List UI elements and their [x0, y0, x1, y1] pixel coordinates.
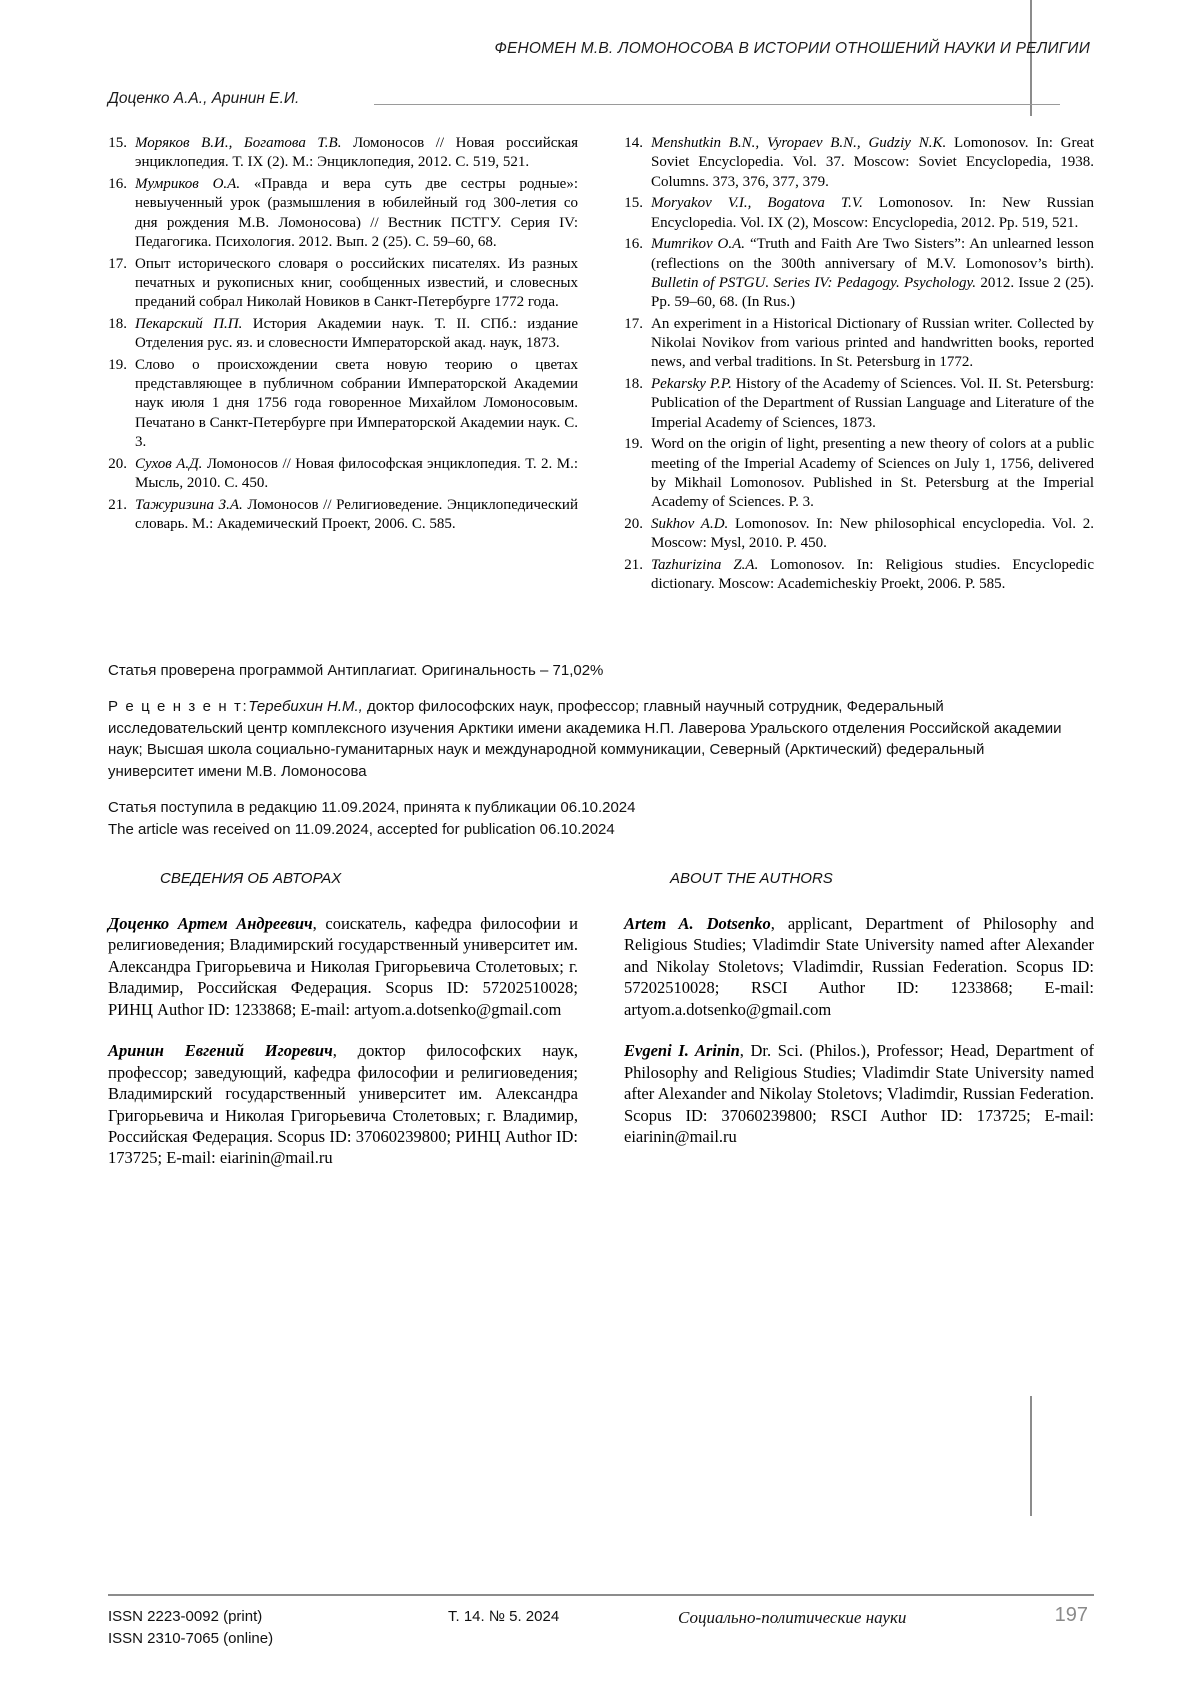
issn-print: ISSN 2223-0092 (print) [108, 1608, 263, 1625]
reference-text: Тажуризина З.А. Ломоносов // Религиоведение. Энциклопедический словарь. М.: Академический Проект, 2006. С. 585. [135, 496, 578, 533]
reference-text: Мумриков О.А. «Правда и вера суть две сестры родные»: невыученный урок (размышления в юбилейный год 300-летия со дня рождения М.В. Ломоносова) // Вестник ПСТГУ. Серия IV: Педагогика. Психология. 2012. Вып. 2 (25). С. 59–60, 68. [135, 176, 578, 250]
reference-number: 18. [108, 315, 127, 332]
references-column-ru [108, 134, 578, 597]
reviewer-note [108, 696, 1068, 783]
reference-item [108, 134, 578, 173]
about-column-en [624, 870, 1094, 1189]
reference-number: 15. [108, 135, 127, 151]
reviewer-name: Теребихин Н.М., [248, 697, 363, 715]
reference-number: 17. [624, 315, 643, 332]
author-affiliation: , applicant, Department of Philosophy and Religious Studies; Vladimdir State University named after Alexander and Nikolay Stoletovs; Vladimdir, Russian Federation. Scopus ID: 57202510028; RSCI Author ID: 1233868; E-mail: artyom.a.dotsenko@gmail.com [624, 914, 1094, 1019]
reference-item [108, 496, 578, 535]
notes-section [108, 660, 1068, 854]
reference-text: Tazhurizina Z.A. Lomonosov. In: Religious studies. Encyclopedic dictionary. Moscow: Academicheskiy Proekt, 2006. P. 585. [651, 557, 1094, 593]
author-name: Доценко Артем Андреевич [108, 914, 313, 933]
issue-info: Т. 14. № 5. 2024 [448, 1608, 560, 1625]
author-affiliation: , доктор философских наук, профессор; заведующий, кафедра философии и религиоведения; Владимирский государственный университет им. Александра Григорьевича и Николая Григорьевича Столетовых; г. Владимир, Российская Федерация. Scopus ID: 37060239800; РИНЦ Author ID: 173725; E-mail: eiarinin@mail.ru [108, 1041, 578, 1168]
reference-item [624, 375, 1094, 433]
author-name: Аринин Евгений Игоревич [108, 1041, 333, 1061]
reference-item [108, 315, 578, 354]
running-head: ФЕНОМЕН М.В. ЛОМОНОСОВА В ИСТОРИИ ОТНОШЕНИЙ НАУКИ И РЕЛИГИИ [494, 40, 1090, 57]
reference-item [624, 515, 1094, 554]
issn-online: ISSN 2310-7065 (online) [108, 1629, 274, 1647]
reference-item [108, 356, 578, 452]
header-divider [374, 104, 1060, 105]
reference-text: Mumrikov O.A. “Truth and Faith Are Two Sisters”: An unlearned lesson (reflections on the 300th anniversary of M.V. Lomonosov’s birth). Bulletin of PSTGU. Series IV: Pedagogy. Psychology. 2012. Issue 2 (25). Pp. 59–60, 68. (In Rus.) [651, 236, 1094, 311]
about-authors-section [108, 870, 1094, 1189]
author-bio [108, 913, 578, 1020]
about-column-ru [108, 870, 578, 1189]
decorative-bar-top [1030, 0, 1032, 116]
reference-text: Menshutkin B.N., Vyropaev B.N., Gudziy N.K. Lomonosov. In: Great Soviet Encyclopedia. Vol. 37. Moscow: Soviet Encyclopedia, 1938. Columns. 373, 376, 377, 379. [651, 135, 1094, 190]
page-number: 197 [1054, 1604, 1088, 1626]
reviewer-label: Р е ц е н з е н т: [108, 697, 249, 715]
author-bio [624, 913, 1094, 1020]
issn-block [108, 1606, 273, 1650]
reference-text: Pekarsky P.P. History of the Academy of Sciences. Vol. II. St. Petersburg: Publication of the Department of Russian Language and Literature of the Imperial Academy of Sciences, 1873. [651, 376, 1094, 431]
reference-item [624, 194, 1094, 233]
reference-text: Sukhov A.D. Lomonosov. In: New philosophical encyclopedia. Vol. 2. Moscow: Mysl, 2010. P. 450. [651, 516, 1094, 552]
author-bio [108, 1040, 578, 1169]
antiplagiat-note: Статья проверена программой Антиплагиат. Оригинальность – 71,02% [108, 662, 604, 679]
reference-number: 20. [108, 455, 127, 472]
about-title-ru: СВЕДЕНИЯ ОБ АВТОРАХ [160, 870, 342, 887]
reviewer-text: доктор философских наук, профессор; главный научный сотрудник, Федеральный исследовательский центр комплексного изучения Арктики имени академика Н.П. Лаверова Уральского отделения Российской академии наук; Высшая школа социально-гуманитарных наук и международной коммуникации, Северный (Арктический) федеральный университет имени М.В. Ломоносова [108, 697, 1062, 780]
reference-text: Пекарский П.П. История Академии наук. Т. II. СПб.: издание Отделения рус. яз. и словесности Императорской акад. наук, 1873. [135, 315, 578, 352]
reference-number: 21. [624, 557, 643, 574]
reference-text: Word on the origin of light, presenting a new theory of colors at a public meeting of the Imperial Academy of Sciences on July 1, 1756, delivered by Mikhail Lomonosov. Published in St. Petersburg at the Imperial Academy of Sciences. P. 3. [651, 436, 1094, 511]
author-name: Artem A. Dotsenko [624, 914, 771, 933]
author-bio [624, 1040, 1094, 1147]
authors-running-head: Доценко А.А., Аринин Е.И. [108, 90, 300, 107]
reference-text: Moryakov V.I., Bogatova T.V. Lomonosov. In: New Russian Encyclopedia. Vol. IX (2), Moscow: Encyclopedia, 2012. Pp. 519, 521. [651, 195, 1094, 231]
reference-number: 15. [624, 195, 643, 212]
reference-number: 21. [108, 496, 127, 513]
reference-number: 16. [108, 176, 127, 193]
reference-text: An experiment in a Historical Dictionary of Russian writer. Collected by Nikolai Novikov from various printed and handwritten books, reported news, and verbal traditions. In St. Petersburg in 1772. [651, 315, 1094, 371]
reference-number: 14. [624, 135, 643, 151]
footer-divider [108, 1594, 1094, 1596]
reference-item [624, 235, 1094, 312]
reference-text: Моряков В.И., Богатова Т.В. Ломоносов // Новая российская энциклопедия. Т. IX (2). М.: Энциклопедия, 2012. С. 519, 521. [135, 135, 579, 171]
reference-item [624, 435, 1094, 512]
references-section [108, 134, 1094, 597]
reference-text: Слово о происхождении света новую теорию о цветах представляющее в публичном собрании Императорской Академии наук июля 1 дня 1756 года говоренное Михайлом Ломоносовым. Печатано в Санкт-Петербурге при Императорской Академии наук. С. 3. [135, 356, 578, 450]
reference-text: Сухов А.Д. Ломоносов // Новая философская энциклопедия. Т. 2. М.: Мысль, 2010. С. 450. [135, 455, 578, 492]
decorative-bar-bottom [1030, 1396, 1032, 1516]
reference-item [624, 556, 1094, 595]
journal-title: Социально-политические науки [678, 1608, 907, 1627]
reference-item [624, 315, 1094, 373]
author-name: Evgeni I. Arinin [624, 1041, 740, 1061]
page-footer [108, 1604, 1094, 1664]
author-affiliation: , соискатель, кафедра философии и религиоведения; Владимирский государственный университет им. Александра Григорьевича и Николая Григорьевича Столетовых; г. Владимир, Российская Федерация. Scopus ID: 57202510028; РИНЦ Author ID: 1233868; E-mail: artyom.a.dotsenko@gmail.com [108, 914, 578, 1019]
reference-item [108, 175, 578, 252]
reference-number: 16. [624, 236, 643, 253]
reference-item [624, 134, 1094, 192]
reference-number: 20. [624, 516, 643, 533]
reference-number: 18. [624, 376, 643, 393]
about-title-en: ABOUT THE AUTHORS [670, 870, 833, 887]
references-column-en [624, 134, 1094, 597]
reference-number: 19. [624, 436, 643, 453]
reference-number: 19. [108, 356, 127, 373]
reference-text: Опыт исторического словаря о российских писателях. Из разных печатных и рукописных книг, сообщенных известий, и словесных преданий собрал Николай Новиков в Санкт-Петербурге 1772 года. [135, 255, 578, 311]
received-note-en: The article was received on 11.09.2024, accepted for publication 06.10.2024 [108, 820, 615, 838]
received-note-ru: Статья поступила в редакцию 11.09.2024, принята к публикации 06.10.2024 [108, 798, 636, 816]
reference-number: 17. [108, 255, 127, 272]
author-affiliation: , Dr. Sci. (Philos.), Professor; Head, Department of Philosophy and Religious Studies; Vladimdir State University named after Alexander and Nikolay Stoletovs; Vladimdir, Russian Federation. Scopus ID: 37060239800; RSCI Author ID: 173725; E-mail: eiarinin@mail.ru [624, 1041, 1094, 1146]
reference-item [108, 455, 578, 494]
reference-item [108, 255, 578, 313]
